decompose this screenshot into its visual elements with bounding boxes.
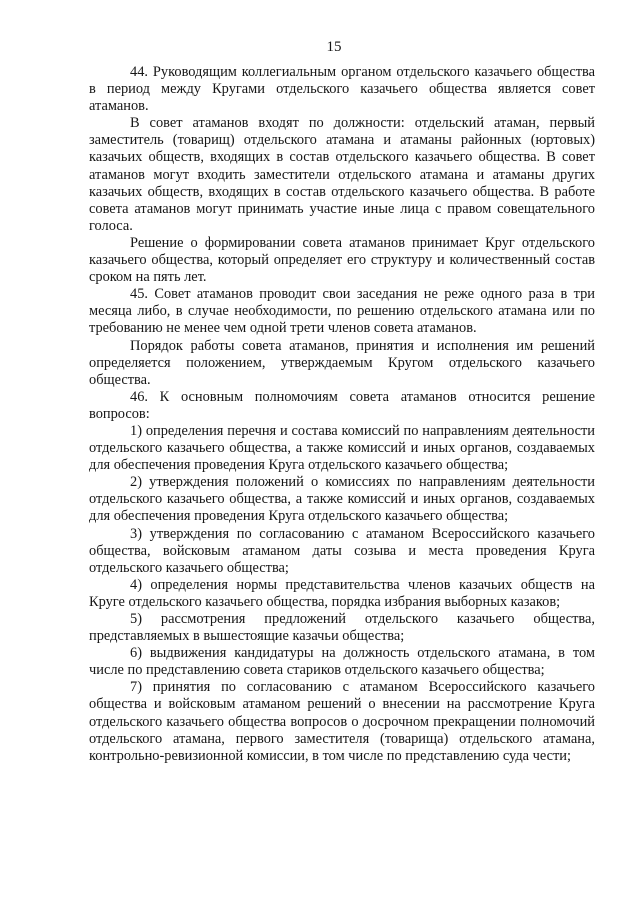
list-item-6: 6) выдвижения кандидатуры на должность отдельского атамана, в том числе по представлению совета стариков отдельского казачьего общества;: [89, 645, 595, 679]
list-item-3: 3) утверждения по согласованию с атаманом Всероссийского казачьего общества, войсковым атаманом даты созыва и места проведения Круга отдельского казачьего общества;: [89, 525, 595, 576]
list-item-4: 4) определения нормы представительства членов казачьих обществ на Круге отдельского казачьего общества, порядка избрания выборных казаков;: [89, 576, 595, 610]
list-item-7: 7) принятия по согласованию с атаманом Всероссийского казачьего общества и войсковым атаманом решений о внесении на рассмотрение Круга отдельского казачьего общества вопросов о досрочном прекращении полномочий отдельского атамана, первого заместителя (товарища) отдельского атамана, контрольно-ревизионной комиссии, в том числе по представлению суда чести;: [89, 679, 595, 764]
paragraph-44: 44. Руководящим коллегиальным органом отдельского казачьего общества в период между Кругами отдельского казачьего общества является совет атаманов.: [89, 64, 595, 115]
paragraph-council-composition: В совет атаманов входят по должности: отдельский атаман, первый заместитель (товарищ) отдельского атамана и атаманы районных (юртовых) казачьих обществ, входящих в состав отдельского казачьего общества. В совет атаманов могут входить заместители отдельского атамана и атаманы других казачьих обществ, входящих в состав отдельского казачьего общества. В работе совета атаманов могут принимать участие иные лица с правом совещательного голоса.: [89, 115, 595, 234]
page-number: 15: [326, 39, 342, 55]
list-item-1: 1) определения перечня и состава комиссий по направлениям деятельности отдельского казачьего общества, а также комиссий и иных органов, создаваемых для обеспечения проведения Круга отдельского казачьего общества;: [89, 422, 595, 474]
list-item-2: 2) утверждения положений о комиссиях по направлениям деятельности отдельского казачьего общества, а также комиссий и иных органов, создаваемых для обеспечения проведения Круга отдельского казачьего общества;: [89, 474, 595, 525]
paragraph-46: 46. К основным полномочиям совета атаманов относится решение вопросов:: [89, 388, 595, 422]
paragraph-45: 45. Совет атаманов проводит свои заседания не реже одного раза в три месяца либо, в случае необходимости, по решению отдельского атамана или по требованию не менее чем одной трети членов совета атаманов.: [89, 286, 595, 337]
paragraph-council-formation: Решение о формировании совета атаманов принимает Круг отдельского казачьего общества, который определяет его структуру и количественный состав сроком на пять лет.: [89, 234, 595, 286]
paragraph-council-procedure: Порядок работы совета атаманов, принятия и исполнения им решений определяется положением, утверждаемым Кругом отдельского казачьего общества.: [89, 337, 595, 388]
list-item-5: 5) рассмотрения предложений отдельского казачьего общества, представляемых в вышестоящие казачьи общества;: [89, 611, 595, 645]
document-body: [89, 64, 595, 765]
